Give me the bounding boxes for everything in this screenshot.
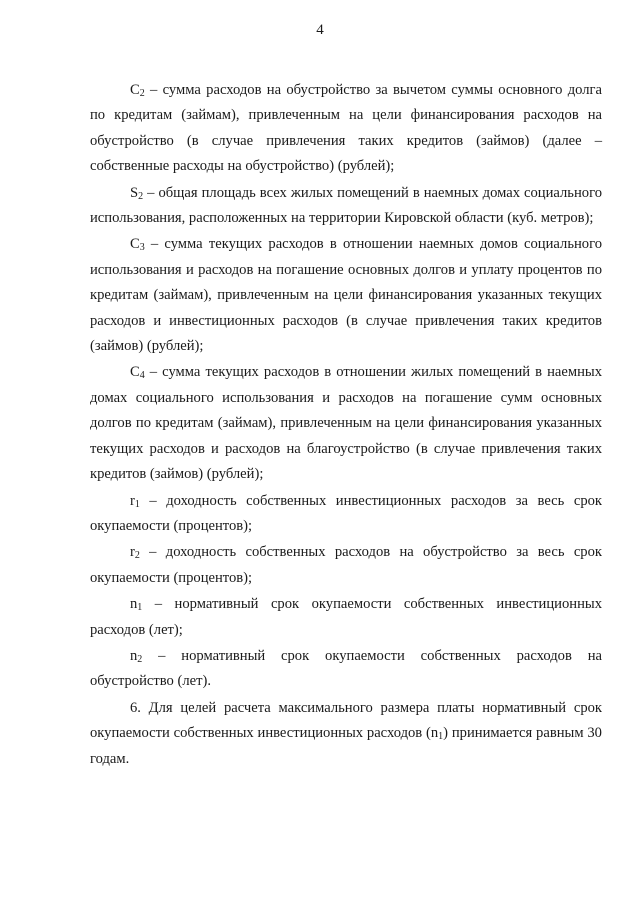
definition-r2: $r_2$ – доходность собственных расходов на обустройство за весь срок окупаемости (процентов);: [90, 544, 602, 586]
clause-6: 6. Для целей расчета максимального размера платы нормативный срок окупаемости собственных инвестиционных расходов $(n_1)$ принимается равным 30 годам.: [90, 699, 602, 767]
page-number: 4: [316, 22, 324, 38]
definition-c4: $С_4$ – сумма текущих расходов в отношении жилых помещений в наемных домах социального использования и расходов на погашение сумм основных долгов по кредитам (займам), привлеченным на цели финансирования указанных текущих расходов и расходов на благоустройство (в случае привлечения таких кредитов (займов) (рублей);: [90, 364, 602, 483]
definition-n1: $n_1$ – нормативный срок окупаемости собственных инвестиционных расходов (лет);: [90, 596, 602, 638]
definition-n2: $n_2$ – нормативный срок окупаемости собственных расходов на обустройство (лет).: [90, 647, 602, 690]
definition-s2: $S_2$ – общая площадь всех жилых помещений в наемных домах социального использования, расположенных на территории Кировской области (куб. метров);: [90, 184, 602, 227]
definition-c2: $С_2$ – сумма расходов на обустройство за вычетом суммы основного долга по кредитам (займам), привлеченным на цели финансирования расходов на обустройство (в случае привлечения таких кредитов (займов) (далее – собственные расходы на обустройство) (рублей);: [90, 82, 602, 175]
definition-c3: $С_3$ – сумма текущих расходов в отношении наемных домов социального использования и расходов на погашение основных долгов и уплату процентов по кредитам (займам), привлеченным на цели финансирования указанных текущих расходов и инвестиционных расходов (в случае привлечения таких кредитов (займов) (рублей);: [90, 236, 602, 355]
document-body: [90, 78, 602, 772]
definition-r1: $r_1$ – доходность собственных инвестиционных расходов за весь срок окупаемости (процентов);: [90, 492, 602, 534]
